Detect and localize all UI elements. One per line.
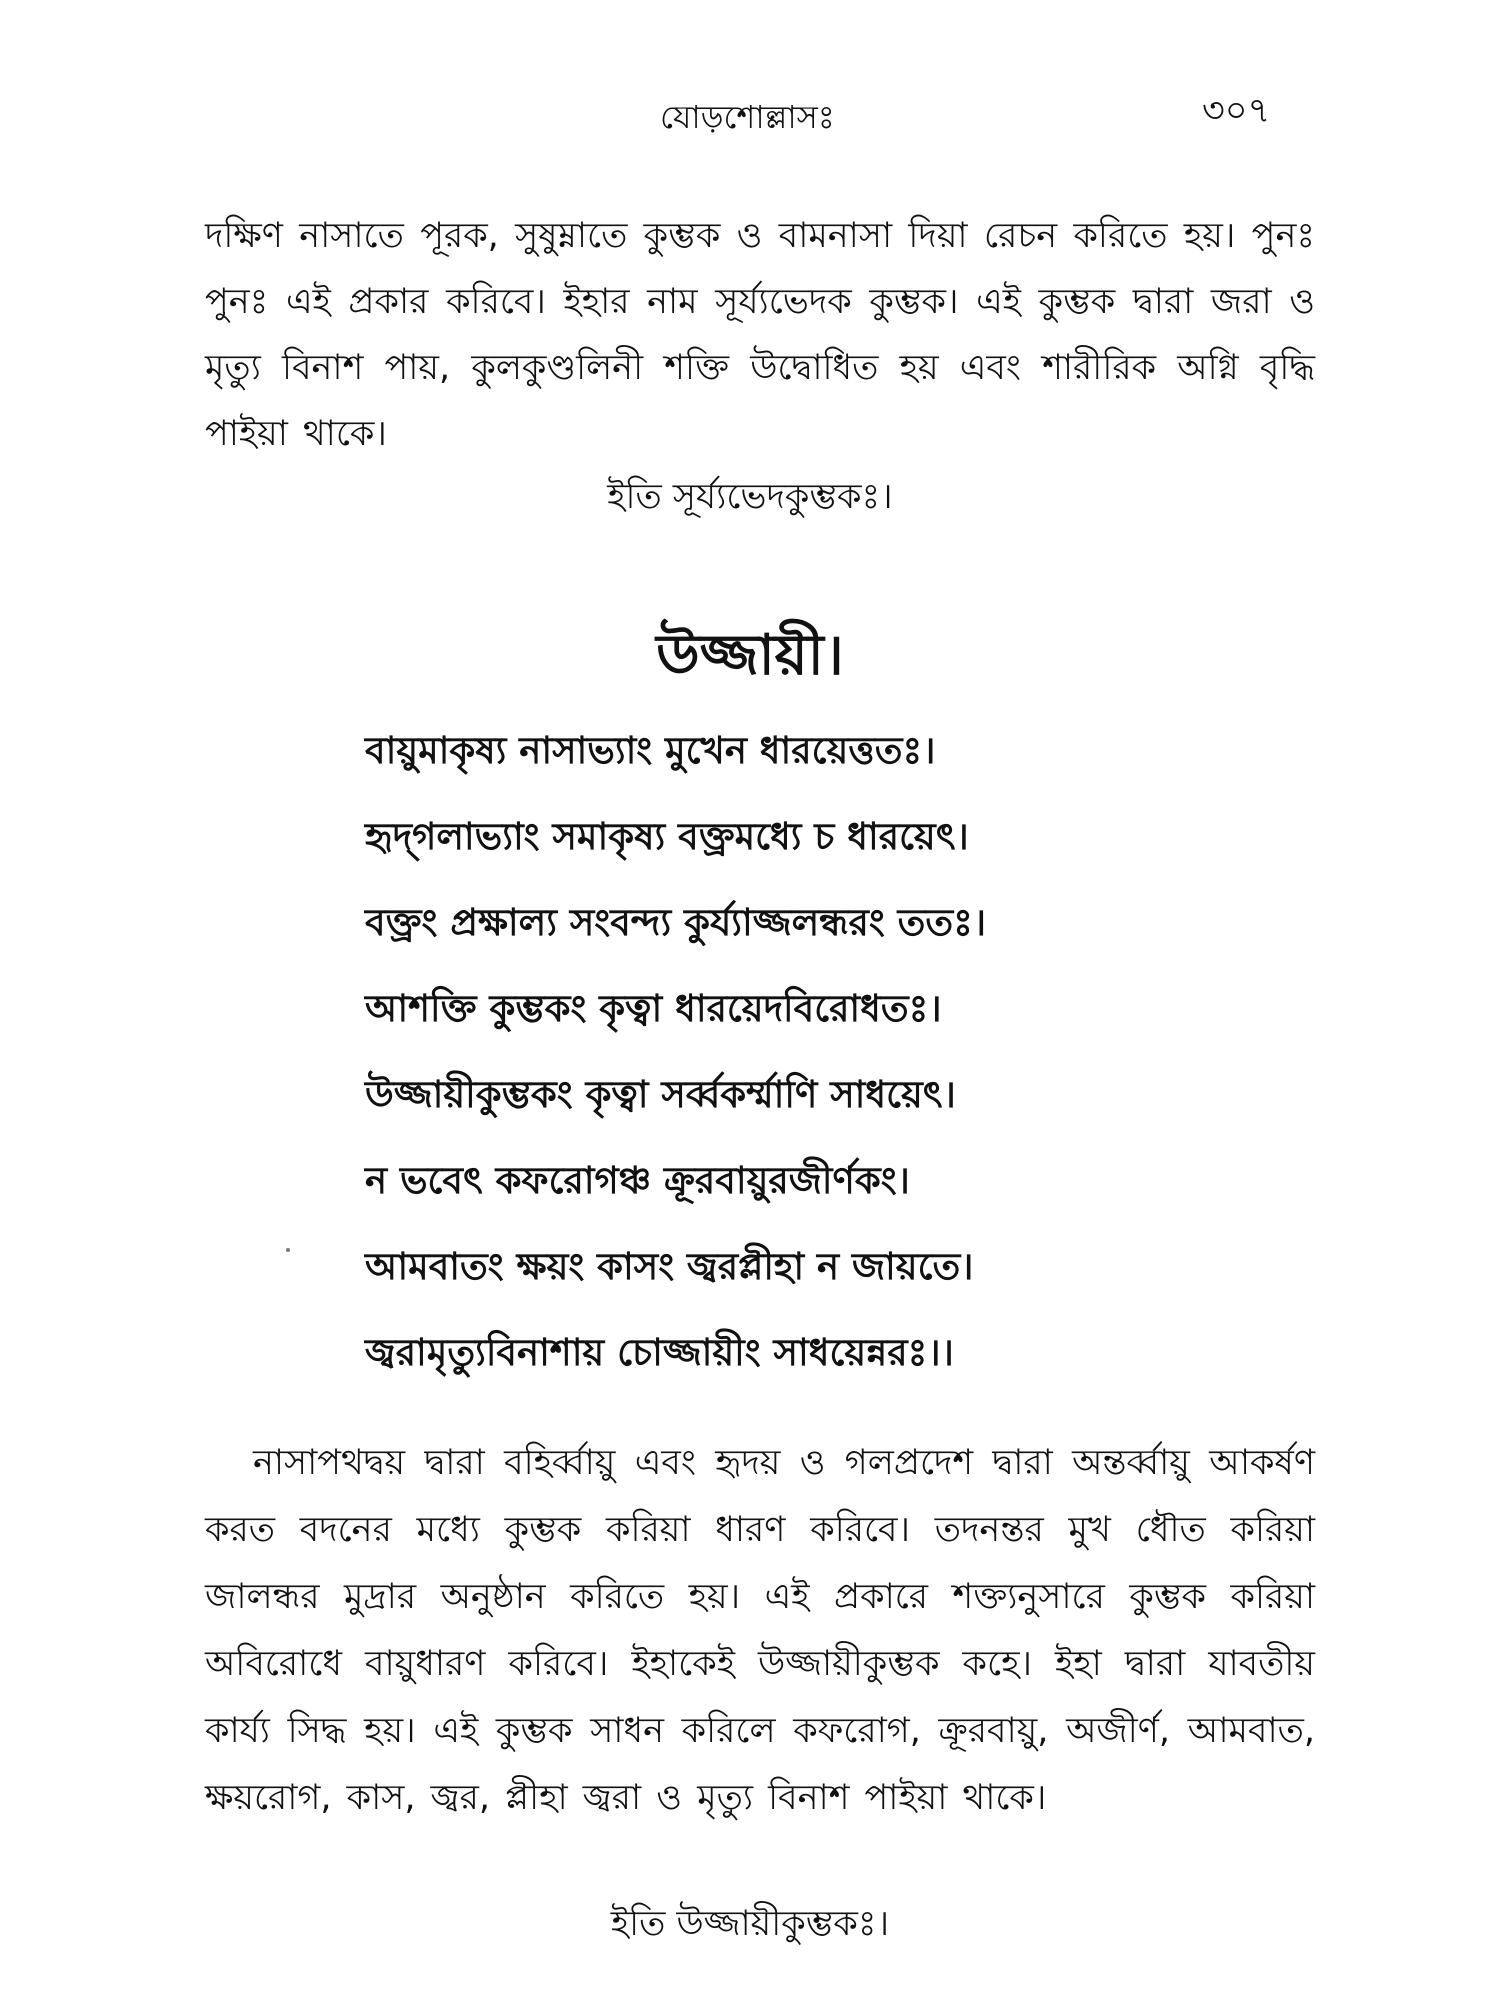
verse-line-4: আশক্তি কুম্ভকং কৃত্বা ধারয়েদবিরোধতঃ। (365, 987, 942, 1030)
section-heading: উজ্জায়ী। (656, 622, 844, 688)
verse-line-2: হৃদ্‌গলাভ্যাং সমাকৃষ্য বক্ত্রমধ্যে চ ধারয়েৎ। (365, 815, 969, 858)
verse-line-3: বক্ত্রং প্রক্ষাল্য সংবন্দ্য কুর্য্যাজ্জলন্ধরং ততঃ। (365, 901, 987, 944)
verse-line-6: ন ভবেৎ কফরোগঞ্চ ক্রূরবায়ুরজীর্ণকং। (365, 1159, 910, 1202)
top-paragraph: দক্ষিণ নাসাতে পূরক, সুষুম্নাতে কুম্ভক ও বামনাসা দিয়া রেচন করিতে হয়। পুনঃ পুনঃ এই প্রকার করিবে। ইহার নাম সূর্য্যভেদক কুম্ভক। এই কুম্ভক দ্বারা জরা ও মৃত্যু বিনাশ পায়, কুলকুণ্ডলিনী শক্তি উদ্বোধিত হয় এবং শারীরিক অগ্নি বৃদ্ধি পাইয়া থাকে। (205, 216, 1315, 454)
section-end-marker-1: ইতি সূর্য্যভেদকুম্ভকঃ। (607, 477, 893, 517)
verse-list (365, 708, 1285, 1396)
running-title: যোড়শোল্লাসঃ (660, 98, 835, 136)
verse-line-8: জ্বরামৃত্যুবিনাশায় চোজ্জায়ীং সাধয়েন্নরঃ।। (365, 1331, 954, 1374)
section-end-marker-2: ইতি উজ্জায়ীকুম্ভকঃ। (610, 1904, 890, 1944)
verse-line-7: আমবাতং ক্ষয়ং কাসং জ্বরপ্লীহা ন জায়তে। (365, 1245, 974, 1288)
print-speck (286, 1248, 290, 1252)
main-paragraph-text: নাসাপথদ্বয় দ্বারা বহির্ব্বায়ু এবং হৃদয় ও গলপ্রদেশ দ্বারা অন্তর্ব্বায়ু আকর্ষণ করত বদনের মধ্যে কুম্ভক করিয়া ধারণ করিবে। তদনন্তর মুখ ধৌত করিয়া জালন্ধর মুদ্রার অনুষ্ঠান করিতে হয়। এই প্রকারে শক্ত্যনুসারে কুম্ভক করিয়া অবিরোধে বায়ুধারণ করিবে। ইহাকেই উজ্জায়ীকুম্ভক কহে। ইহা দ্বারা যাবতীয় কার্য্য সিদ্ধ হয়। এই কুম্ভক সাধন করিলে কফরোগ, ক্রূরবায়ু, অজীর্ণ, আমবাত, ক্ষয়রোগ, কাস, জ্বর, প্লীহা জ্বরা ও মৃত্যু বিনাশ পাইয়া থাকে। (205, 1443, 1315, 1818)
verse-line-5: উজ্জায়ীকুম্ভকং কৃত্বা সর্ব্বকর্ম্মাণি সাধয়েৎ। (365, 1073, 956, 1116)
verse-line-1: বায়ুমাকৃষ্য নাসাভ্যাং মুখেন ধারয়েত্ততঃ। (365, 729, 936, 772)
running-header (0, 92, 1500, 142)
main-paragraph (205, 1430, 1315, 1832)
page-number: ৩০৭ (1202, 91, 1271, 131)
